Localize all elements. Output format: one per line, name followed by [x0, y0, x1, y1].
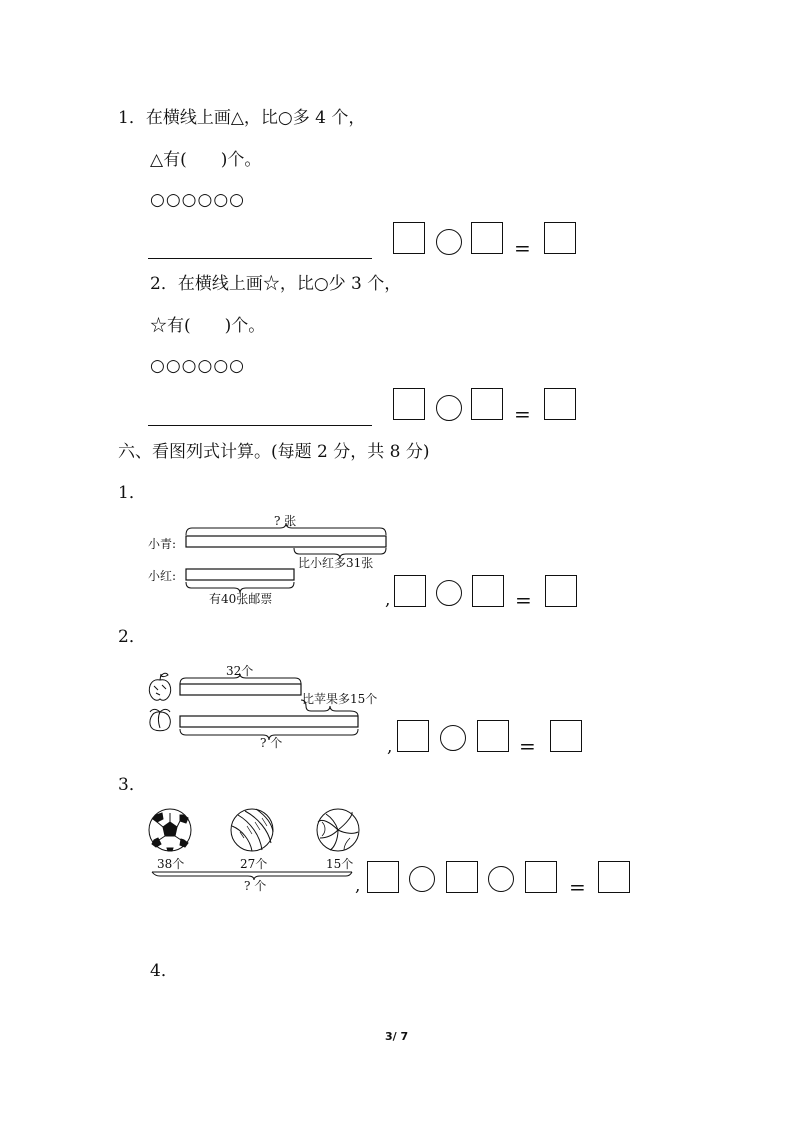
soccer-ball-icon [149, 809, 191, 851]
section6-heading: 六、看图列式计算。(每题 2 分，共 8 分) [118, 442, 430, 462]
q2-title: 2．在横线上画☆，比○少 3 个， [150, 274, 402, 294]
s6-q2-number: 2． [118, 627, 146, 647]
s6-q3-answer-box-1[interactable] [367, 861, 399, 893]
s6-q2-top-label: 32个 [226, 664, 254, 678]
q2-circles: ○○○○○○ [150, 356, 246, 376]
s6-q3-answer-box-3[interactable] [525, 861, 557, 893]
q1-circles: ○○○○○○ [150, 190, 246, 210]
q2-blank-text: ☆有( )个。 [150, 316, 266, 336]
s6-q3-answer-box-4[interactable] [598, 861, 630, 893]
q1-title: 1．在横线上画△，比○多 4 个， [118, 108, 366, 128]
s6-q3-answer-box-2[interactable] [446, 861, 478, 893]
q2-equals-sign: = [514, 402, 531, 426]
s6-q3-equals-sign: = [569, 875, 586, 899]
s6-q3-comma: , [355, 876, 361, 896]
page-number: 3/ 7 [385, 1030, 409, 1043]
s6-q1-xiaoqing-label: 小青: [148, 537, 177, 551]
s6-q3-total-label: ? 个 [244, 879, 267, 893]
s6-q2-bottom-label: ? 个 [260, 736, 283, 750]
s6-q2-comma: , [387, 737, 393, 757]
volleyball-icon [317, 809, 359, 851]
s6-q3-operator-circle-1[interactable] [409, 866, 435, 892]
s6-q1-top-brace-label: ? 张 [274, 514, 297, 528]
beach-ball-icon [231, 809, 273, 851]
s6-q1-bottom-brace-label: 有40张邮票 [209, 592, 273, 606]
q1-blank-text: △有( )个。 [150, 150, 262, 170]
s6-q1-comma: , [385, 590, 391, 610]
s6-q3-operator-circle-2[interactable] [488, 866, 514, 892]
s6-q3-beachball-count: 27个 [240, 857, 268, 871]
s6-q3-number: 3． [118, 775, 146, 795]
s6-q1-number: 1． [118, 483, 146, 503]
s6-q1-difference-label: 比小红多31张 [298, 556, 374, 570]
s6-q2-equals-sign: = [519, 734, 536, 758]
s6-q1-xiaohong-label: 小红: [148, 569, 177, 583]
s6-q3-volleyball-count: 15个 [326, 857, 354, 871]
s6-q1-equals-sign: = [515, 588, 532, 612]
s6-q2-difference-label: 比苹果多15个 [302, 692, 378, 706]
s6-q3-soccer-count: 38个 [157, 857, 185, 871]
s6-q4-number: 4． [150, 961, 178, 981]
q1-equals-sign: = [514, 236, 531, 260]
